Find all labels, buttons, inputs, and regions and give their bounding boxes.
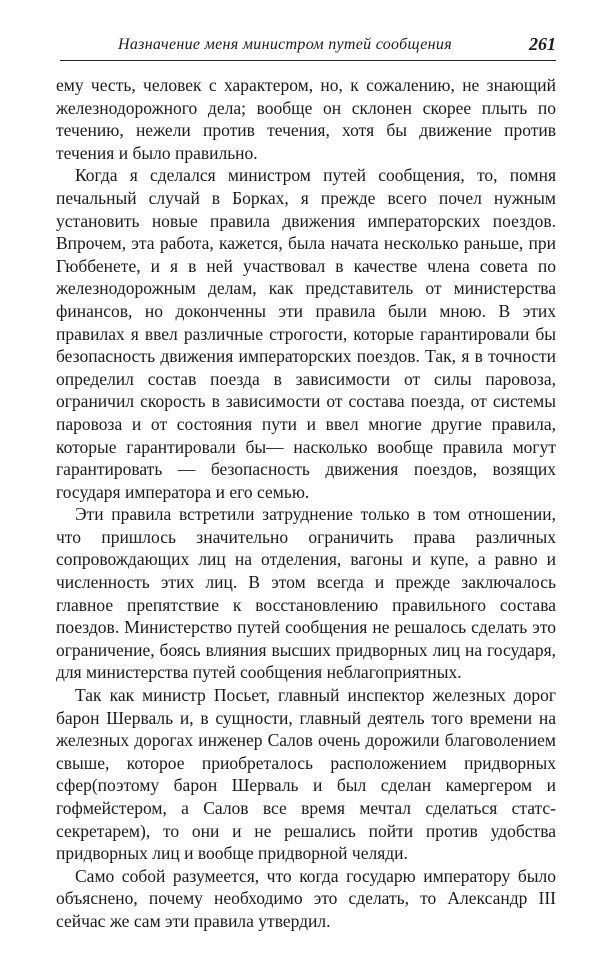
chapter-title: Назначение меня министром путей сообщения bbox=[118, 36, 452, 53]
running-header bbox=[60, 30, 556, 61]
paragraph-3: Эти правила встретили затруднение только в том отношении, что пришлось значительно ограничить права различных сопровождающих лиц на отделения, вагоны и купе, а равно и численность этих лиц. В этом всегда и прежде заключалось главное препятствие к восстановлению правильного состава поездов. Министерство путей сообщения не решалось сделать это ограничение, боясь влияния высших придворных лиц на государя, для министерства путей сообщения неблагоприятных. bbox=[56, 504, 556, 683]
paragraph-2: Когда я сделался министром путей сообщения, то, помня печальный случай в Борках, я прежде всего почел нужным установить новые правила движения императорских поездов. Впрочем, эта работа, кажется, была начата несколько раньше, при Гюббенете, и я в ней участвовал в качестве члена совета по железнодорожным делам, как представитель от министерства финансов, но доконченны эти правила были мною. В этих правилах я ввел различные строгости, которые гарантировали бы безопасность движения императорских поездов. Так, я в точности определил состав поезда в зависимости от силы паровоза, ограничил скорость в зависимости от состава поезда, от системы паровоза и от состояния пути и ввел многие другие правила, которые гарантировали бы— насколько вообще правила могут гарантировать — безопасность движения поездов, возящих государя императора и его семью. bbox=[56, 165, 556, 502]
page-number: 261 bbox=[529, 34, 556, 54]
paragraph-4: Так как министр Посьет, главный инспектор железных дорог барон Шерваль и, в сущности, главный деятель того времени на железных дорогах инженер Салов очень дорожили благоволением свыше, которое приобреталось расположением придворных сфер(поэтому барон Шерваль и был сделан камергером и гофмейстером, а Салов все время мечтал сделаться статс-секретарем), то они и не решались пойти против удобства придворных лиц и вообще придворной челяди. bbox=[56, 685, 556, 864]
body-text bbox=[56, 74, 556, 933]
paragraph-5: Само собой разумеется, что когда государю императору было объяснено, почему необходимо это сделать, то Александр III сейчас же сам эти правила утвердил. bbox=[56, 865, 556, 931]
paragraph-1: ему честь, человек с характером, но, к сожалению, не знающий железнодорожного дела; вообще он склонен скорее плыть по течению, нежели против течения, хотя бы движение против течения и было правильно. bbox=[56, 75, 556, 163]
